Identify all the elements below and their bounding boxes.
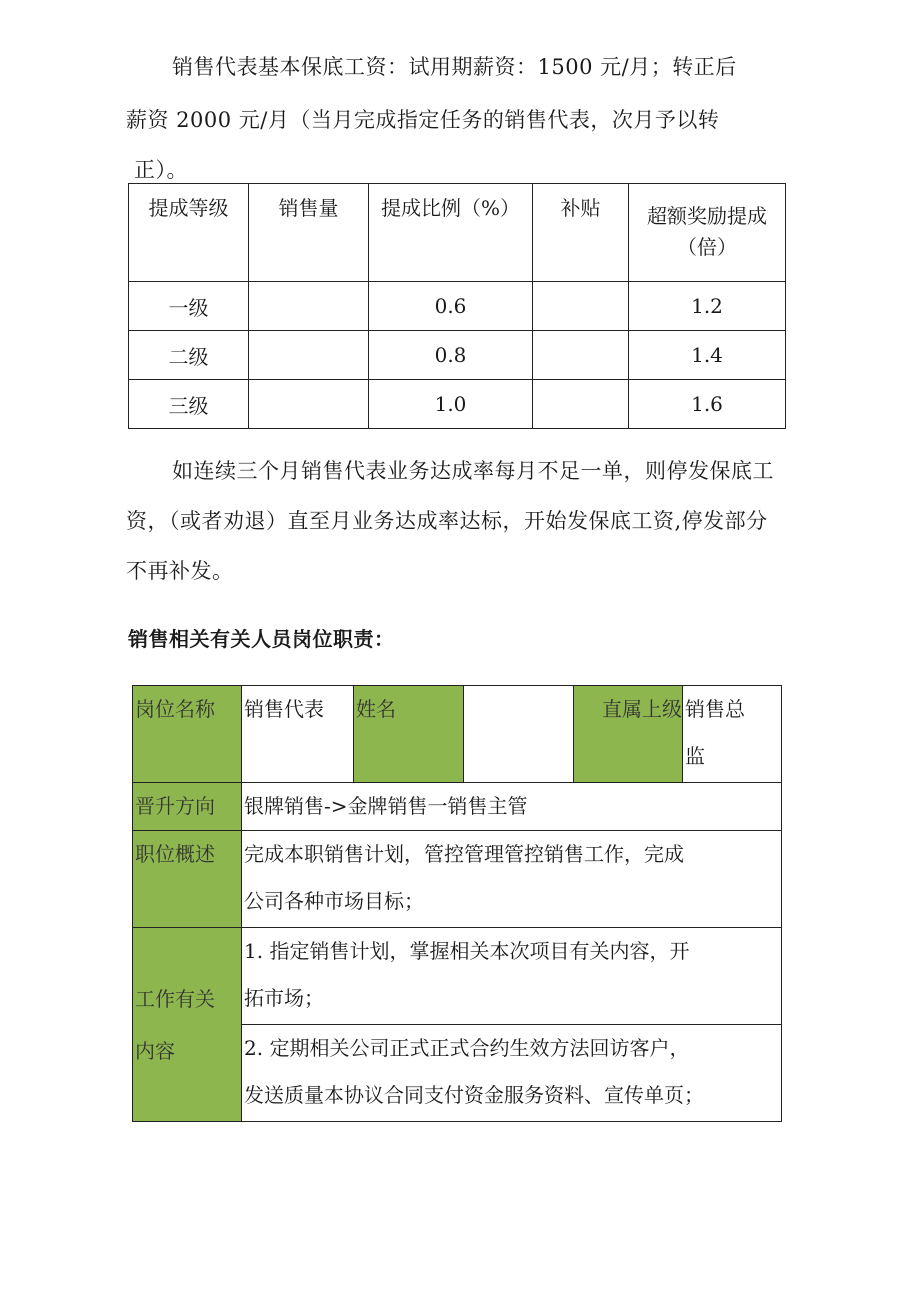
job-row-overview: [133, 831, 782, 928]
header-ratio: 提成比例（%）: [369, 184, 533, 282]
intro-line-2: 薪资 2000 元/月（当月完成指定任务的销售代表，次月予以转: [126, 108, 720, 132]
cell-volume: [249, 282, 369, 331]
cell-ratio: 0.8: [369, 331, 533, 380]
cell-ratio: 1.0: [369, 380, 533, 429]
table-row: [129, 380, 786, 429]
cell-volume: [249, 331, 369, 380]
intro-line-3: 正）。: [134, 158, 188, 182]
cell-level: 三级: [129, 380, 249, 429]
name-value: [464, 686, 574, 783]
table-row: [129, 331, 786, 380]
cell-bonus: 1.4: [629, 331, 786, 380]
work-item-2-line-2: 发送质量本协议合同支付资金服务资料、宣传单页；: [244, 1083, 704, 1107]
overview-value: [242, 831, 782, 928]
promotion-value: 银牌销售->金牌销售一销售主管: [242, 783, 782, 831]
header-subsidy: 补贴: [533, 184, 629, 282]
header-level: 提成等级: [129, 184, 249, 282]
header-bonus-line1: 超额奖励提成: [647, 204, 767, 228]
work-label: [133, 928, 242, 1122]
cell-ratio: 0.6: [369, 282, 533, 331]
commission-table-header: [129, 184, 786, 282]
job-row-work-1: [133, 928, 782, 1025]
work-item-2: [242, 1025, 782, 1122]
superior-value: [683, 686, 782, 783]
work-item-1-line-1: 1. 指定销售计划，掌握相关本次项目有关内容，开: [244, 939, 690, 963]
cell-level: 一级: [129, 282, 249, 331]
paragraph2-line-3: 不再补发。: [126, 559, 234, 583]
cell-subsidy: [533, 282, 629, 331]
overview-label: 职位概述: [133, 831, 242, 928]
cell-subsidy: [533, 331, 629, 380]
overview-line-2: 公司各种市场目标；: [244, 889, 424, 913]
cell-subsidy: [533, 380, 629, 429]
cell-volume: [249, 380, 369, 429]
superior-value-line1: 销售总: [685, 697, 745, 721]
name-label: 姓名: [354, 686, 464, 783]
commission-table: [128, 183, 786, 429]
table-row: [129, 282, 786, 331]
work-item-1-line-2: 拓市场；: [244, 986, 324, 1010]
position-value: 销售代表: [242, 686, 354, 783]
cell-level: 二级: [129, 331, 249, 380]
header-volume: 销售量: [249, 184, 369, 282]
work-label-line2: 内容: [135, 1038, 175, 1063]
superior-label: 直属上级: [574, 686, 683, 783]
paragraph2-line-2: 资，（或者劝退）直至月业务达成率达标，开始发保底工资,停发部分: [126, 509, 768, 533]
work-item-1: [242, 928, 782, 1025]
job-responsibility-table: [132, 685, 782, 1122]
job-row-promotion: [133, 783, 782, 831]
overview-line-1: 完成本职销售计划，管控管理管控销售工作，完成: [244, 842, 684, 866]
work-label-line1: 工作有关: [135, 986, 215, 1011]
header-bonus: [629, 184, 786, 282]
header-bonus-line2: （倍）: [677, 235, 737, 259]
paragraph2-line-1: 如连续三个月销售代表业务达成率每月不足一单，则停发保底工: [172, 459, 774, 483]
section-heading: 销售相关有关人员岗位职责：: [128, 627, 395, 651]
job-row-position: [133, 686, 782, 783]
superior-value-line2: 监: [685, 744, 705, 768]
cell-bonus: 1.6: [629, 380, 786, 429]
promotion-label: 晋升方向: [133, 783, 242, 831]
work-item-2-line-1: 2. 定期相关公司正式正式合约生效方法回访客户，: [244, 1036, 690, 1060]
intro-line-1: 销售代表基本保底工资：试用期薪资：1500 元/月；转正后: [172, 55, 737, 79]
position-label: 岗位名称: [133, 686, 242, 783]
cell-bonus: 1.2: [629, 282, 786, 331]
